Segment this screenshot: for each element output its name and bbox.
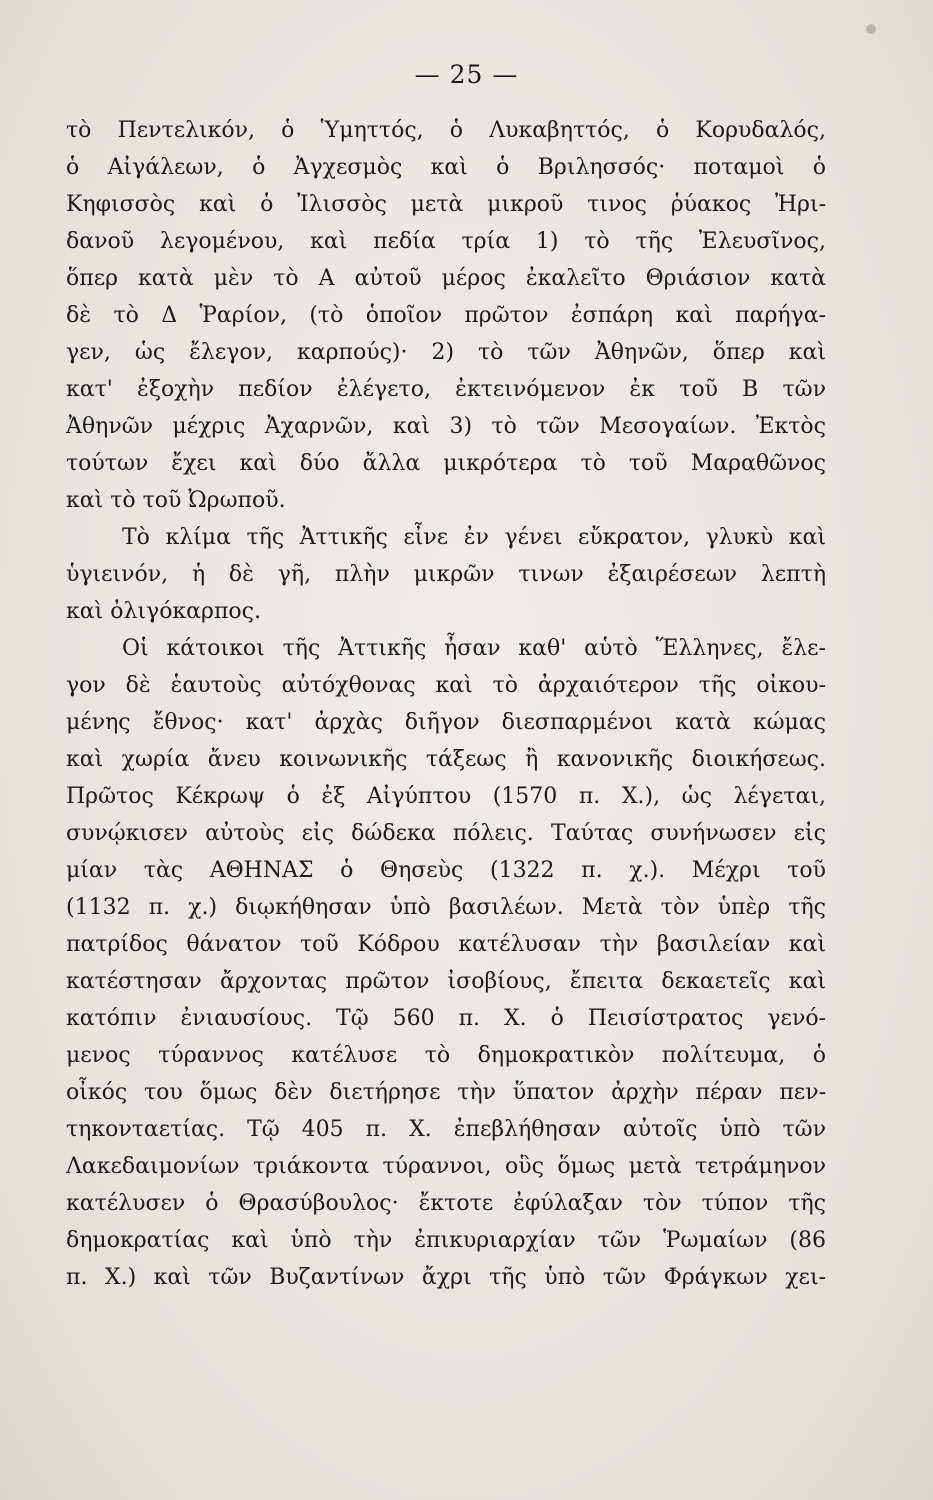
page-number: — 25 — — [414, 60, 519, 89]
body-text — [66, 112, 826, 1296]
text-line: ὁ Αἰγάλεων, ὁ Ἀγχεσμὸς καὶ ὁ Βριλησσός· ποταμοὶ ὁ — [66, 155, 826, 180]
text-line: Οἱ κάτοικοι τῆς Ἀττικῆς ἦσαν καθ' αὑτὸ Ἕλληνες, ἔλε- — [122, 636, 826, 661]
text-line: μίαν τὰς ΑΘΗΝΑΣ ὁ Θησεὺς (1322 π. χ.). Μέχρι τοῦ — [66, 858, 826, 883]
text-line: γον δὲ ἑαυτοὺς αὐτόχθονας καὶ τὸ ἀρχαιότερον τῆς οἰκου- — [66, 673, 826, 698]
text-line: Τὸ κλίμα τῆς Ἀττικῆς εἶνε ἐν γένει εὔκρατον, γλυκὺ καὶ — [122, 525, 826, 550]
text-line: καὶ τὸ τοῦ Ὠρωποῦ. — [66, 488, 286, 513]
text-line: δανοῦ λεγομένου, καὶ πεδία τρία 1) τὸ τῆς Ἐλευσῖνος, — [66, 229, 826, 254]
paper-speck — [866, 24, 876, 34]
text-line: ὅπερ κατὰ μὲν τὸ Α αὐτοῦ μέρος ἐκαλεῖτο Θριάσιον κατὰ — [66, 266, 826, 291]
text-line: καὶ ὀλιγόκαρπος. — [66, 599, 261, 624]
text-line: πατρίδος θάνατον τοῦ Κόδρου κατέλυσαν τὴν βασιλείαν καὶ — [66, 932, 826, 957]
text-line: Πρῶτος Κέκρωψ ὁ ἐξ Αἰγύπτου (1570 π. Χ.), ὡς λέγεται, — [66, 784, 826, 809]
text-line: κατ' ἐξοχὴν πεδίον ἐλέγετο, ἐκτεινόμενον ἐκ τοῦ Β τῶν — [66, 377, 826, 402]
text-line: (1132 π. χ.) διῳκήθησαν ὑπὸ βασιλέων. Μετὰ τὸν ὑπὲρ τῆς — [66, 895, 826, 920]
text-line: οἶκός του ὅμως δὲν διετήρησε τὴν ὕπατον ἀρχὴν πέραν πεν- — [66, 1080, 826, 1105]
text-line: τούτων ἔχει καὶ δύο ἄλλα μικρότερα τὸ τοῦ Μαραθῶνος — [66, 451, 826, 476]
text-line: Κηφισσὸς καὶ ὁ Ἰλισσὸς μετὰ μικροῦ τινος ῥύακος Ἠρι- — [66, 192, 826, 217]
text-line: μένης ἔθνος· κατ' ἀρχὰς διῆγον διεσπαρμένοι κατὰ κώμας — [66, 710, 826, 735]
text-line: τηκονταετίας. Τῷ 405 π. Χ. ἐπεβλήθησαν αὐτοῖς ὑπὸ τῶν — [66, 1117, 826, 1142]
text-line: γεν, ὡς ἔλεγον, καρπούς)· 2) τὸ τῶν Ἀθηνῶν, ὅπερ καὶ — [66, 340, 826, 365]
text-line: κατόπιν ἐνιαυσίους. Τῷ 560 π. Χ. ὁ Πεισίστρατος γενό- — [66, 1006, 826, 1031]
text-line: δὲ τὸ Δ Ῥαρίον, (τὸ ὁποῖον πρῶτον ἐσπάρη καὶ παρήγα- — [66, 303, 826, 328]
text-line: μενος τύραννος κατέλυσε τὸ δημοκρατικὸν πολίτευμα, ὁ — [66, 1043, 826, 1068]
text-line: κατέλυσεν ὁ Θρασύβουλος· ἔκτοτε ἐφύλαξαν τὸν τύπον τῆς — [66, 1191, 826, 1216]
text-line: Λακεδαιμονίων τριάκοντα τύραννοι, οὓς ὅμως μετὰ τετράμηνον — [66, 1154, 826, 1179]
text-line: ὑγιεινόν, ἡ δὲ γῆ, πλὴν μικρῶν τινων ἐξαιρέσεων λεπτὴ — [66, 562, 826, 587]
text-line: δημοκρατίας καὶ ὑπὸ τὴν ἐπικυριαρχίαν τῶν Ῥωμαίων (86 — [66, 1228, 826, 1253]
text-line: π. Χ.) καὶ τῶν Βυζαντίνων ἄχρι τῆς ὑπὸ τῶν Φράγκων χει- — [66, 1265, 826, 1290]
text-line: καὶ χωρία ἄνευ κοινωνικῆς τάξεως ἢ κανονικῆς διοικήσεως. — [66, 747, 826, 772]
text-line: τὸ Πεντελικόν, ὁ Ὑμηττός, ὁ Λυκαβηττός, ὁ Κορυδαλός, — [66, 118, 826, 143]
text-line: κατέστησαν ἄρχοντας πρῶτον ἰσοβίους, ἔπειτα δεκαετεῖς καὶ — [66, 969, 826, 994]
text-line: συνῴκισεν αὐτοὺς εἰς δώδεκα πόλεις. Ταύτας συνήνωσεν εἰς — [66, 821, 826, 846]
text-line: Ἀθηνῶν μέχρις Ἀχαρνῶν, καὶ 3) τὸ τῶν Μεσογαίων. Ἐκτὸς — [66, 414, 826, 439]
